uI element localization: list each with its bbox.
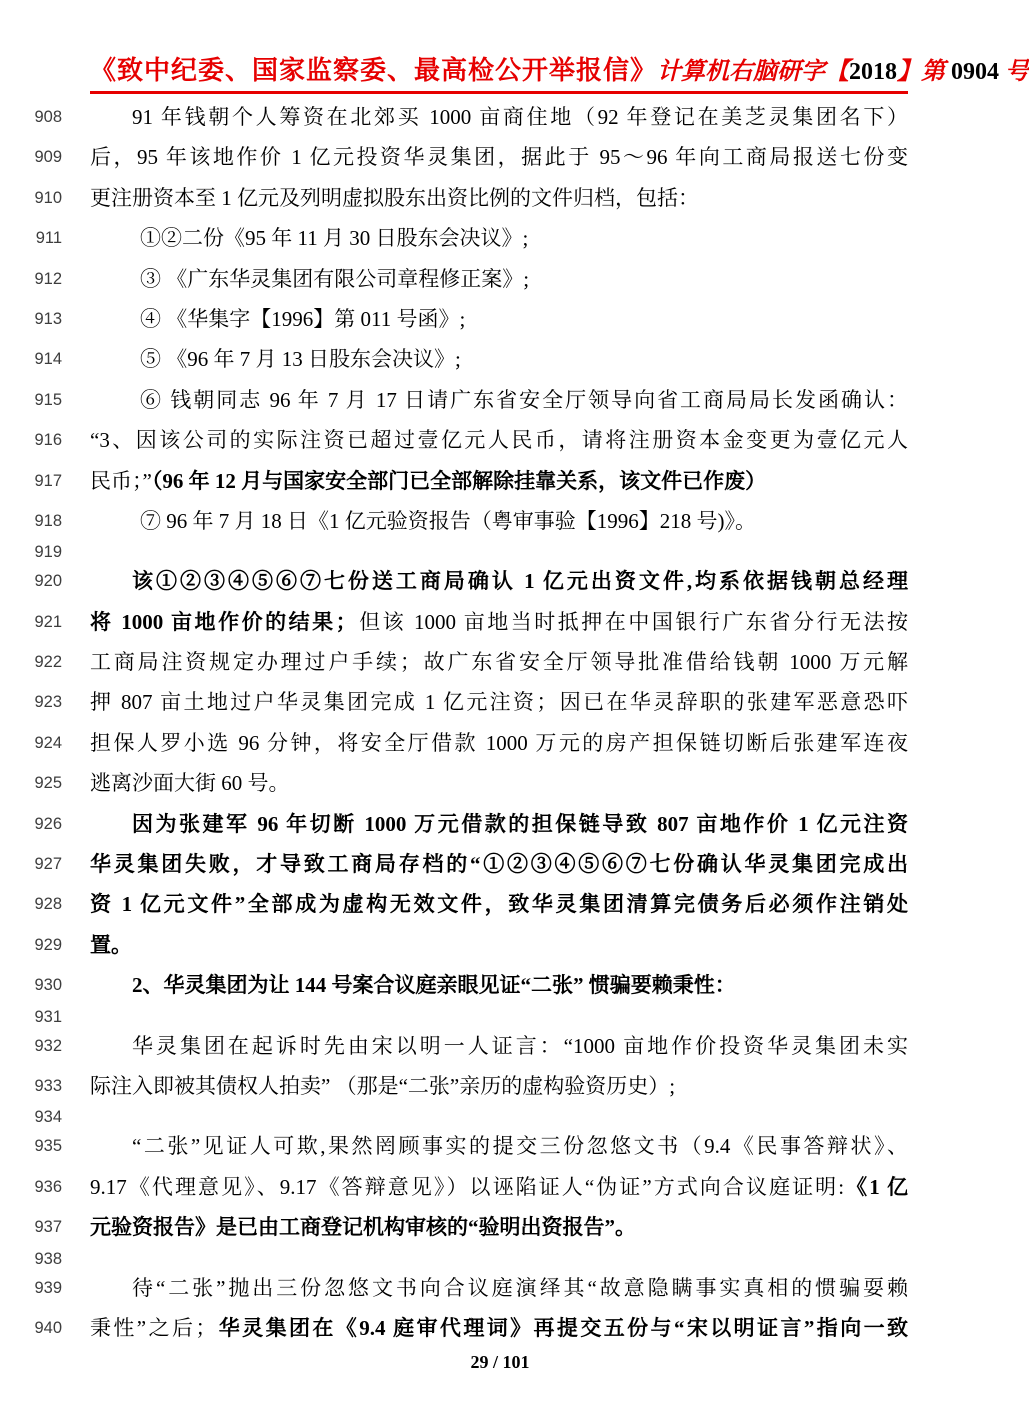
line-number: 909: [34, 148, 62, 167]
text-segment: ⑤ 《96 年 7 月 13 日股东会决议》;: [140, 347, 461, 372]
text-line: [0, 1126, 1000, 1166]
text-line: [0, 218, 1000, 258]
line-number: 923: [34, 693, 62, 712]
line-number: 926: [34, 814, 62, 833]
line-text: [90, 804, 908, 844]
text-line: [0, 642, 1000, 682]
text-line: [0, 1308, 1000, 1348]
text-line: [0, 1106, 1000, 1126]
line-text: [90, 884, 908, 924]
text-segment: 置。: [90, 932, 132, 957]
doc-number: [657, 51, 1029, 86]
text-line: [0, 339, 1000, 379]
line-number: 938: [34, 1249, 62, 1268]
text-segment: ①②二份《95 年 11 月 30 日股东会决议》;: [140, 226, 529, 251]
text-line: [0, 682, 1000, 722]
header-rule: [90, 91, 908, 94]
text-segment: ③ 《广东华灵集团有限公司章程修正案》;: [140, 266, 530, 291]
line-number: 917: [34, 471, 62, 490]
text-segment: 《1 亿: [844, 1174, 909, 1199]
text-segment: 担保人罗小选 96 分钟，将安全厅借款 1000 万元的房产担保链切断后张建军连夜: [90, 730, 908, 755]
text-segment: 资 1 亿元文件”全部成为虚构无效文件，致华灵集团清算完债务后必须作注销处: [90, 892, 908, 917]
text-segment: 因为张建军 96 年切断 1000 万元借款的担保链导致 807 亩地作价 1 亿元注资: [132, 811, 908, 836]
line-number: 916: [34, 431, 62, 450]
text-segment: 待“二张”抛出三份忽悠文书向合议庭演绎其“故意隐瞒事实真相的惯骗耍赖: [132, 1275, 908, 1300]
text-segment: 逃离沙面大街 60 号。: [90, 771, 290, 796]
text-line: [0, 602, 1000, 642]
line-text: [90, 1207, 908, 1247]
line-number: 935: [34, 1137, 62, 1156]
text-segment: 际注入即被其债权人拍卖” （那是“二张”亲历的虚构验资历史）;: [90, 1073, 676, 1098]
text-segment: 后，95 年该地作价 1 亿元投资华灵集团，据此于 95～96 年向工商局报送七份变: [90, 145, 908, 170]
text-segment: 华灵集团在《9.4 庭审代理词》再提交五份与“宋以明证言”指向一致: [216, 1315, 909, 1340]
text-segment: 该①②③④⑤⑥⑦七份送工商局确认 1 亿元出资文件,均系依据钱朝总经理: [132, 569, 908, 594]
text-segment: ④ 《华集字【1996】第 011 号函》;: [140, 306, 466, 331]
text-line: [0, 1167, 1000, 1207]
line-number: 925: [34, 774, 62, 793]
line-text: [90, 925, 908, 965]
line-number: 922: [34, 653, 62, 672]
text-line: [0, 259, 1000, 299]
line-number: 910: [34, 188, 62, 207]
line-number: 937: [34, 1218, 62, 1237]
doc-number-segment: 0904: [951, 59, 1000, 85]
line-text: [90, 763, 908, 803]
line-text: [90, 501, 908, 541]
page-footer: [0, 1352, 1000, 1373]
line-number: 929: [34, 935, 62, 954]
doc-number-segment: 号: [999, 59, 1029, 85]
line-number: 919: [34, 543, 62, 562]
line-text: [90, 380, 908, 420]
doc-number-segment: 2018: [849, 59, 898, 85]
text-line: [0, 501, 1000, 541]
text-segment: ⑦ 96 年 7 月 18 日《1 亿元验资报告（粤审事验【1996】218 号)》。: [140, 508, 756, 533]
doc-number-segment: 】第: [897, 59, 952, 85]
line-text: [90, 642, 908, 682]
line-number: 932: [34, 1036, 62, 1055]
line-number: 939: [34, 1278, 62, 1297]
text-line: [0, 1006, 1000, 1026]
line-text: [90, 844, 908, 884]
line-text: [90, 461, 908, 501]
doc-number-segment: 计算机右脑研字【: [657, 59, 850, 85]
line-text: [90, 965, 908, 1005]
line-number: 915: [34, 390, 62, 409]
line-number: 914: [34, 350, 62, 369]
text-segment: 更注册资本至 1 亿元及列明虚拟股东出资比例的文件归档，包括：: [90, 185, 699, 210]
text-line: [0, 561, 1000, 601]
text-segment: 民币；”: [90, 468, 152, 493]
text-line: [0, 925, 1000, 965]
line-number: 920: [34, 572, 62, 591]
text-segment: 华灵集团在起诉时先由宋以明一人证言：“1000 亩地作价投资华灵集团未实: [132, 1033, 908, 1058]
text-segment: 押 807 亩土地过户华灵集团完成 1 亿元注资；因已在华灵辞职的张建军恶意恐吓: [90, 690, 908, 715]
text-segment: 但该 1000 亩地当时抵押在中国银行广东省分行无法按: [356, 609, 909, 634]
line-text: [90, 1268, 908, 1308]
line-number: 928: [34, 895, 62, 914]
text-line: [0, 178, 1000, 218]
text-line: [0, 1066, 1000, 1106]
line-text: [90, 602, 908, 642]
text-line: [0, 1268, 1000, 1308]
line-number: 918: [34, 511, 62, 530]
line-text: [90, 420, 908, 460]
text-line: [0, 1207, 1000, 1247]
line-number: 927: [34, 855, 62, 874]
line-text: [90, 723, 908, 763]
text-segment: 2、华灵集团为让 144 号案合议庭亲眼见证“二张” 惯骗要赖秉性：: [132, 973, 736, 998]
text-segment: 将 1000 亩地作价的结果；: [90, 609, 357, 634]
line-text: [90, 1308, 908, 1348]
text-line: [0, 299, 1000, 339]
text-line: [0, 137, 1000, 177]
text-segment: 9.17《代理意见》、9.17《答辩意见》）以诬陷证人“伪证”方式向合议庭证明:: [90, 1174, 845, 1199]
line-text: [90, 561, 908, 601]
report-title: 《致中纪委、国家监察委、最高检公开举报信》: [90, 55, 658, 85]
text-line: [0, 97, 1000, 137]
text-line: [0, 461, 1000, 501]
line-number: 940: [34, 1318, 62, 1337]
line-number: 931: [34, 1007, 62, 1026]
text-line: [0, 1026, 1000, 1066]
line-number: 936: [34, 1177, 62, 1196]
text-segment: 91 年钱朝个人筹资在北郊买 1000 亩商住地（92 年登记在美芝灵集团名下）: [132, 105, 908, 129]
text-line: [0, 723, 1000, 763]
line-text: [90, 137, 908, 177]
line-text: [90, 1167, 908, 1207]
line-text: [90, 299, 908, 339]
document-body: [0, 97, 1000, 1348]
text-line: [0, 763, 1000, 803]
line-text: [90, 1026, 908, 1066]
text-segment: 华灵集团失败，才导致工商局存档的“①②③④⑤⑥⑦七份确认华灵集团完成出: [90, 852, 908, 877]
text-segment: 秉性”之后；: [90, 1315, 217, 1340]
text-segment: ⑥ 钱朝同志 96 年 7 月 17 日请广东省安全厅领导向省工商局局长发函确认：: [140, 387, 908, 412]
text-segment: 工商局注资规定办理过户手续；故广东省安全厅领导批准借给钱朝 1000 万元解: [90, 650, 908, 675]
line-text: [90, 97, 908, 137]
text-line: [0, 1248, 1000, 1268]
line-text: [90, 1066, 908, 1106]
line-text: [90, 339, 908, 379]
line-number: 911: [35, 229, 62, 248]
line-number: 921: [34, 612, 62, 631]
line-number: 933: [34, 1076, 62, 1095]
line-number: 930: [34, 976, 62, 995]
text-line: [0, 965, 1000, 1005]
line-number: 924: [34, 733, 62, 752]
text-line: [0, 380, 1000, 420]
line-number: 934: [34, 1108, 62, 1127]
text-segment: 元验资报告》是已由工商登记机构审核的“验明出资报告”。: [90, 1215, 636, 1240]
line-number: 913: [34, 309, 62, 328]
text-line: [0, 844, 1000, 884]
text-segment: “3、因该公司的实际注资已超过壹亿元人民币，请将注册资本金变更为壹亿元人: [90, 428, 908, 453]
line-text: [90, 682, 908, 722]
text-line: [0, 420, 1000, 460]
text-segment: “二张”见证人可欺,果然罔顾事实的提交三份忽悠文书（9.4《民事答辩状》、: [132, 1134, 908, 1159]
text-line: [0, 884, 1000, 924]
text-line: [0, 541, 1000, 561]
line-text: [90, 178, 908, 218]
page-indicator: 29 / 101: [470, 1352, 530, 1372]
line-text: [90, 259, 908, 299]
text-segment: （96 年 12 月与国家安全部门已全部解除挂靠关系，该文件已作废）: [151, 468, 767, 493]
text-line: [0, 804, 1000, 844]
page-header: [90, 50, 1029, 87]
line-text: [90, 218, 908, 258]
line-number: 908: [34, 108, 62, 126]
line-text: [90, 1126, 908, 1166]
line-number: 912: [34, 269, 62, 288]
